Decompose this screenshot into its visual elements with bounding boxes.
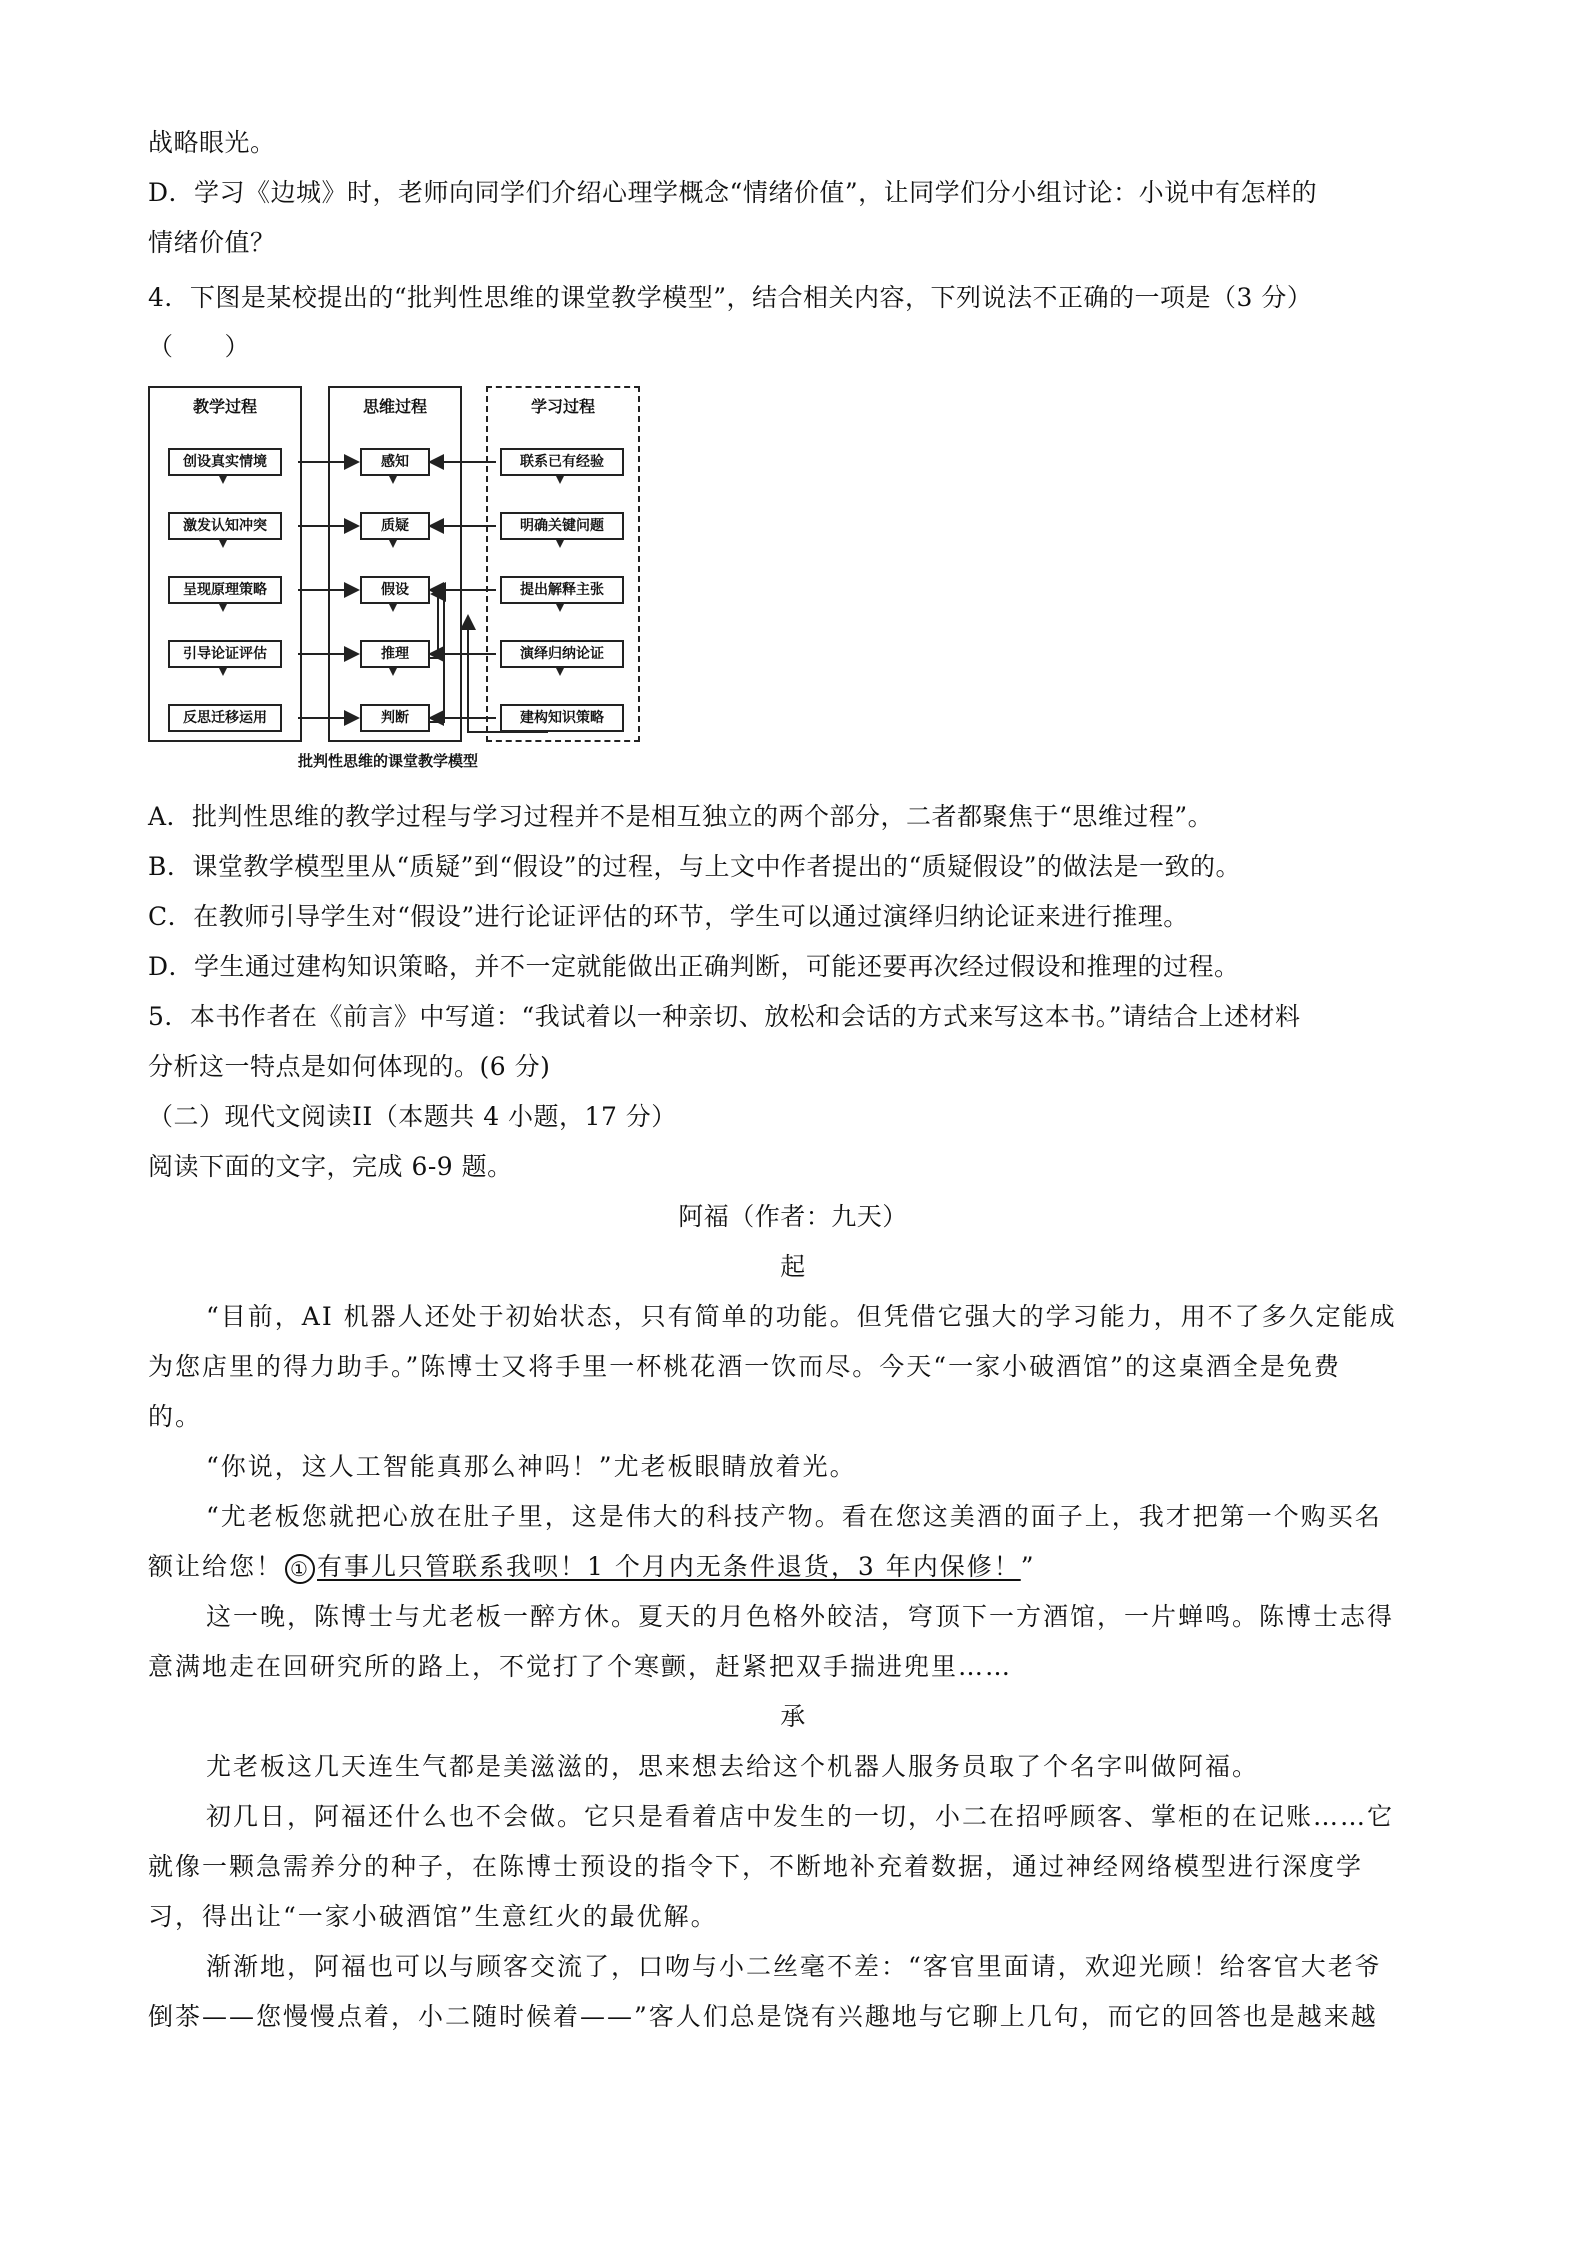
thinking-process-column xyxy=(328,386,462,742)
text-line: 战略眼光。 xyxy=(148,128,276,157)
learning-process-column xyxy=(486,386,640,742)
option-b: B．课堂教学模型里从“质疑”到“假设”的过程，与上文中作者提出的“质疑假设”的做法是一致的。 xyxy=(148,852,1242,881)
story-line: 习，得出让“一家小破酒馆”生意红火的最优解。 xyxy=(148,1902,718,1931)
teaching-step: 激发认知冲突 xyxy=(168,512,282,540)
thinking-step: 推理 xyxy=(360,640,430,668)
story-line: 尤老板这几天连生气都是美滋滋的，思来想去给这个机器人服务员取了个名字叫做阿福。 xyxy=(206,1752,1260,1781)
teaching-step: 反思迁移运用 xyxy=(168,704,282,732)
part-heading-qi: 起 xyxy=(780,1252,806,1281)
marker-one: ① xyxy=(285,1554,315,1584)
teaching-step: 呈现原理策略 xyxy=(168,576,282,604)
text-line: 情绪价值？ xyxy=(148,228,276,257)
story-line: 就像一颗急需养分的种子，在陈博士预设的指令下，不断地补充着数据，通过神经网络模型进行深度学 xyxy=(148,1852,1364,1881)
diagram-caption: 批判性思维的课堂教学模型 xyxy=(298,752,479,770)
learning-step: 联系已有经验 xyxy=(500,448,624,476)
learning-step: 提出解释主张 xyxy=(500,576,624,604)
answer-blank: （ ） xyxy=(148,332,251,361)
section-instruction: 阅读下面的文字，完成 6-9 题。 xyxy=(148,1152,513,1181)
thinking-process-title: 思维过程 xyxy=(362,397,427,416)
learning-step: 明确关键问题 xyxy=(500,512,624,540)
story-title: 阿福（作者：九天） xyxy=(678,1202,908,1231)
story-line: 倒茶——您慢慢点着，小二随时候着——”客人们总是饶有兴趣地与它聊上几句，而它的回答也是越来越 xyxy=(148,2002,1378,2031)
thinking-step: 感知 xyxy=(360,448,430,476)
story-line: 的。 xyxy=(148,1402,203,1431)
underlined-sentence: 有事儿只管联系我呗！1 个月内无条件退货，3 年内保修！ xyxy=(317,1552,1021,1581)
story-line xyxy=(148,1550,1036,1584)
option-a: A．批判性思维的教学过程与学习过程并不是相互独立的两个部分，二者都聚焦于“思维过程”。 xyxy=(148,802,1214,831)
story-line: 这一晚，陈博士与尤老板一醉方休。夏天的月色格外皎洁，穹顶下一方酒馆，一片蝉鸣。陈博士志得 xyxy=(206,1602,1395,1631)
story-text: 额让给您！ xyxy=(148,1552,284,1581)
teaching-process-column xyxy=(148,386,302,742)
teaching-process-title: 教学过程 xyxy=(192,397,257,416)
story-line: “你说，这人工智能真那么神吗！”尤老板眼睛放着光。 xyxy=(206,1452,857,1481)
story-line: “目前，AI 机器人还处于初始状态，只有简单的功能。但凭借它强大的学习能力，用不了多久定能成 xyxy=(206,1302,1397,1331)
thinking-step: 假设 xyxy=(360,576,430,604)
option-c: C．在教师引导学生对“假设”进行论证评估的环节，学生可以通过演绎归纳论证来进行推理。 xyxy=(148,902,1189,931)
question-4: 4．下图是某校提出的“批判性思维的课堂教学模型”，结合相关内容，下列说法不正确的一项是（3 分） xyxy=(148,283,1313,312)
story-text: ” xyxy=(1020,1552,1036,1581)
story-line: “尤老板您就把心放在肚子里，这是伟大的科技产物。看在您这美酒的面子上，我才把第一个购买名 xyxy=(206,1502,1382,1531)
learning-step: 演绎归纳论证 xyxy=(500,640,624,668)
story-line: 初几日，阿福还什么也不会做。它只是看着店中发生的一切，小二在招呼顾客、掌柜的在记账……它 xyxy=(206,1802,1395,1831)
thinking-step: 判断 xyxy=(360,704,430,732)
text-line: D．学习《边城》时，老师向同学们介绍心理学概念“情绪价值”，让同学们分小组讨论：小说中有怎样的 xyxy=(148,178,1318,207)
story-line: 意满地走在回研究所的路上，不觉打了个寒颤，赶紧把双手揣进兜里…… xyxy=(148,1652,1013,1681)
question-5: 5．本书作者在《前言》中写道：“我试着以一种亲切、放松和会话的方式来写这本书。”请结合上述材料 xyxy=(148,1002,1301,1031)
thinking-step: 质疑 xyxy=(360,512,430,540)
part-heading-cheng: 承 xyxy=(780,1702,806,1731)
story-line: 为您店里的得力助手。”陈博士又将手里一杯桃花酒一饮而尽。今天“一家小破酒馆”的这桌酒全是免费 xyxy=(148,1352,1341,1381)
teaching-model-diagram xyxy=(148,386,648,778)
learning-step: 建构知识策略 xyxy=(500,704,624,732)
teaching-step: 引导论证评估 xyxy=(168,640,282,668)
option-d: D．学生通过建构知识策略，并不一定就能做出正确判断，可能还要再次经过假设和推理的过程。 xyxy=(148,952,1240,981)
story-line: 渐渐地，阿福也可以与顾客交流了，口吻与小二丝毫不差：“客官里面请，欢迎光顾！给客官大老爷 xyxy=(206,1952,1382,1981)
teaching-step: 创设真实情境 xyxy=(168,448,282,476)
section-heading: （二）现代文阅读II（本题共 4 小题，17 分） xyxy=(148,1102,677,1131)
learning-process-title: 学习过程 xyxy=(530,397,595,416)
question-5-cont: 分析这一特点是如何体现的。(6 分) xyxy=(148,1052,551,1081)
